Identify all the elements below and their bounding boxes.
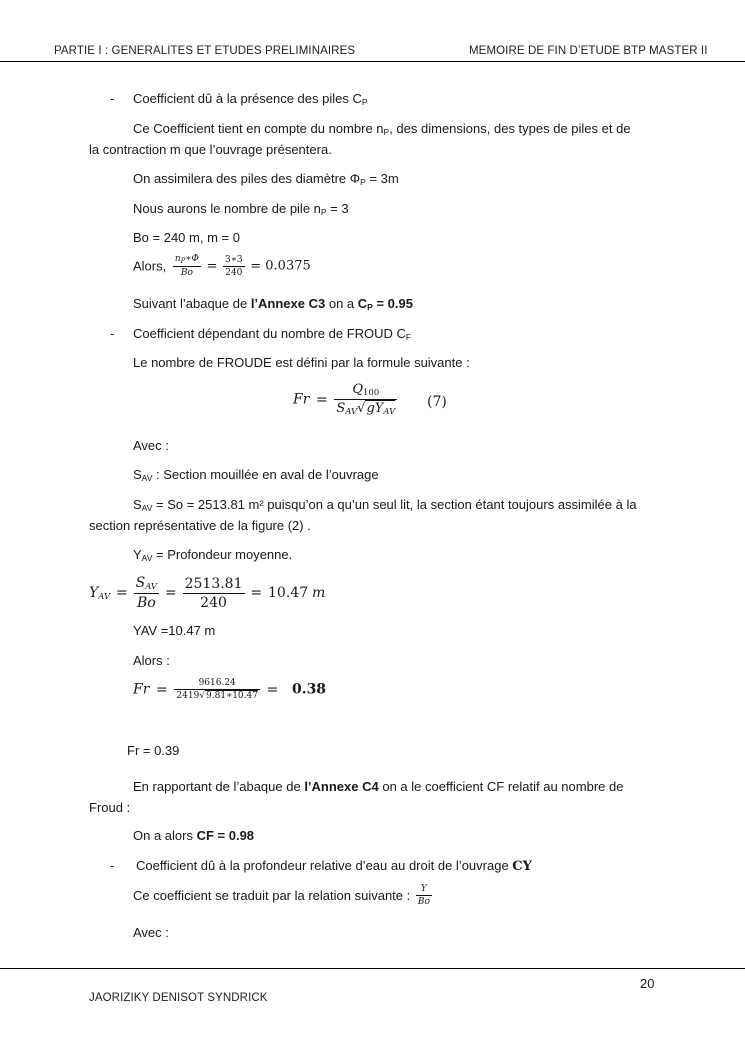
bullet-coefficient-froude: Coefficient dépendant du nombre de FROUD $C_F$ xyxy=(133,326,412,342)
bullet-coefficient-piles: Coefficient dû à la présence des piles $C_P$ xyxy=(133,91,368,107)
paragraph-coefficient-piles-line1: Ce Coefficient tient en compte du nombre $n_P$, des dimensions, des types de piles et de xyxy=(133,121,631,137)
header-right: MEMOIRE DE FIN D’ETUDE BTP MASTER II xyxy=(469,45,708,57)
footer-rule xyxy=(0,968,745,969)
paragraph-cf-value: On a alors CF = 0.98 xyxy=(133,828,255,843)
paragraph-sav-definition: $S_{AV}$ : Section mouillée en aval de l’ouvrage xyxy=(133,467,379,483)
paragraph-pile-count: Nous aurons le nombre de pile $n_P = 3$ xyxy=(133,201,349,217)
equation-froude-7: Fr = $\frac{Q_{100}}{S_{AV}√gY_{AV}}$ xyxy=(293,382,396,417)
paragraph-abaque-c3: Suivant l’abaque de l’Annexe C3 on a $C_P = 0.95$ xyxy=(133,296,413,312)
paragraph-yav-definition: $Y_{AV}$ = Profondeur moyenne. xyxy=(133,547,293,563)
equation-froude-calc: Fr = $\frac{9616.24}{2419√9.81∗10.47}$ = 0.38 xyxy=(133,678,327,701)
equation-number-7: (7) xyxy=(427,394,447,410)
avec-label: Avec : xyxy=(133,438,169,453)
equation-yav: $Y_{AV}$ = $\frac{S_{AV}}{Bo}$ = $\frac{2513.81}{240}$ = 10.47 m xyxy=(89,575,326,611)
paragraph-yav-value: YAV =10.47 m xyxy=(133,623,216,638)
paragraph-abaque-c4-line2: Froud : xyxy=(89,800,131,815)
bullet-coefficient-profondeur: Coefficient dû à la profondeur relative d’eau au droit de l’ouvrage CY xyxy=(136,858,532,874)
paragraph-pile-diameter: On assimilera des piles des diamètre $\Phi_P = 3m$ xyxy=(133,171,399,187)
paragraph-abaque-c4-line1: En rapportant de l’abaque de l’Annexe C4 on a le coefficient CF relatif au nombre de xyxy=(133,779,624,794)
bullet-dash: - xyxy=(110,858,115,873)
bullet-dash: - xyxy=(110,91,115,106)
header-rule xyxy=(0,61,745,62)
header-left: PARTIE I : GENERALITES ET ETUDES PRELIMINAIRES xyxy=(54,45,356,57)
paragraph-fr-value: Fr = 0.39 xyxy=(127,743,180,758)
avec-label-2: Avec : xyxy=(133,925,169,940)
paragraph-sav-value-line1: $S_{AV} = So = 2513.81$ m² puisqu’on a qu’un seul lit, la section étant toujours assimilée à la xyxy=(133,497,637,513)
equation-pile-ratio: Alors, $\frac{n_P∗\Phi}{Bo}$ = $\frac{3∗3}{240}$ = 0.0375 xyxy=(133,254,311,278)
page-number: 20 xyxy=(640,976,655,991)
paragraph-coefficient-piles-line2: la contraction m que l’ouvrage présentera. xyxy=(89,142,332,157)
footer-author: JAORIZIKY DENISOT SYNDRICK xyxy=(89,992,268,1004)
paragraph-cy-relation: Ce coefficient se traduit par la relation suivante : $\frac{Y}{Bo}$ xyxy=(133,884,430,907)
paragraph-froude-definition: Le nombre de FROUDE est défini par la formule suivante : xyxy=(133,355,470,370)
bullet-dash: - xyxy=(110,326,115,341)
alors-label: Alors : xyxy=(133,653,170,668)
paragraph-sav-value-line2: section représentative de la figure (2) . xyxy=(89,518,311,533)
paragraph-bo-value: Bo = 240 m, m = 0 xyxy=(133,230,240,245)
